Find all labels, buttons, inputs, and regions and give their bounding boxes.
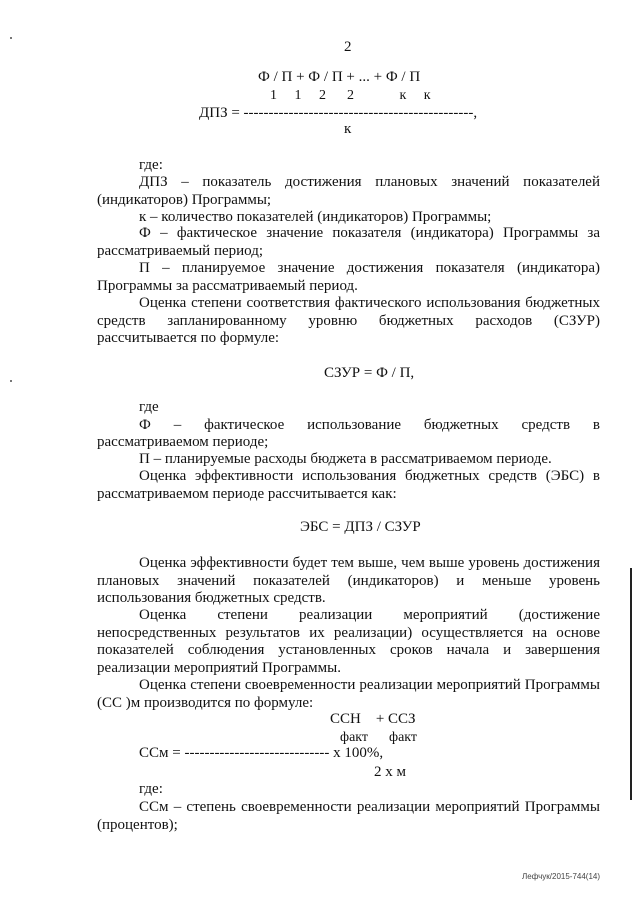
formula4-lhs [139,746,383,761]
scan-speck [10,37,12,39]
definition-f: Ф – фактическое значение показателя (индикатора) Программы за рассматриваемый период; [97,225,600,259]
formula1-numerator: Ф / П + Ф / П + ... + Ф / П [258,69,421,85]
formula1-lhs [199,106,477,121]
events-paragraph: Оценка степени реализации мероприятий (достижение непосредственных результатов их реализации) осуществляется на основе показателей соблюдения установленных сроков начала и завершения реализации мероприятий Программы. [97,607,600,676]
footer-reference: Лефчук/2015-744(14) [522,872,601,881]
formula1-fraction-line: ----------------------------------------------, [243,105,478,121]
definition-f-expense-line1: Ф – фактическое использование бюджетных средств в [139,417,600,433]
page-number: 2 [344,39,352,55]
definition-k: к – количество показателей (индикаторов) Программы; [139,209,492,225]
definition-ssm: ССм – степень своевременности реализации мероприятий Программы (процентов); [97,799,600,833]
formula-szur: СЗУР = Ф / П, [324,365,415,381]
formula1-denominator: к [344,121,352,137]
formula4-lhs-text: ССм = [139,745,185,761]
szur-intro-paragraph: Оценка степени соответствия фактического использования бюджетных средств запланированному уровню бюджетных расходов (СЗУР) рассчитывается по формуле: [97,295,600,346]
where-label: где [139,399,159,415]
formula4-subscripts: факт факт [340,730,418,745]
formula4-fraction-line: ----------------------------- х 100%, [184,745,384,761]
timeliness-paragraph: Оценка степени своевременности реализации мероприятий Программы (СС )м производится по формуле: [97,677,600,711]
definition-p: П – планируемое значение достижения показателя (индикатора) Программы за рассматриваемый период. [97,260,600,294]
formula1-lhs-text: ДПЗ = [199,105,244,121]
definition-p-expense: П – планируемые расходы бюджета в рассматриваемом периоде. [139,451,552,467]
formula-ebs: ЭБС = ДПЗ / СЗУР [300,519,421,535]
formula4-denominator: 2 х м [374,764,406,780]
formula4-numerator: ССН + ССЗ [330,711,416,727]
efficiency-paragraph: Оценка эффективности будет тем выше, чем выше уровень достижения плановых значений показателей (индикаторов) и меньше уровень использования бюджетных средств. [97,555,600,606]
ebs-intro-paragraph: Оценка эффективности использования бюджетных средств (ЭБС) в рассматриваемом периоде рассчитывается как: [97,468,600,502]
margin-bar [630,568,632,800]
scan-speck [10,380,12,382]
where-label: где: [139,781,163,797]
where-label: где: [139,157,163,173]
formula1-subscripts: 1 1 2 2 к к [270,88,431,103]
definition-dpz: ДПЗ – показатель достижения плановых значений показателей (индикаторов) Программы; [97,174,600,208]
definition-f-expense-line2: рассматриваемом периоде; [97,434,269,450]
